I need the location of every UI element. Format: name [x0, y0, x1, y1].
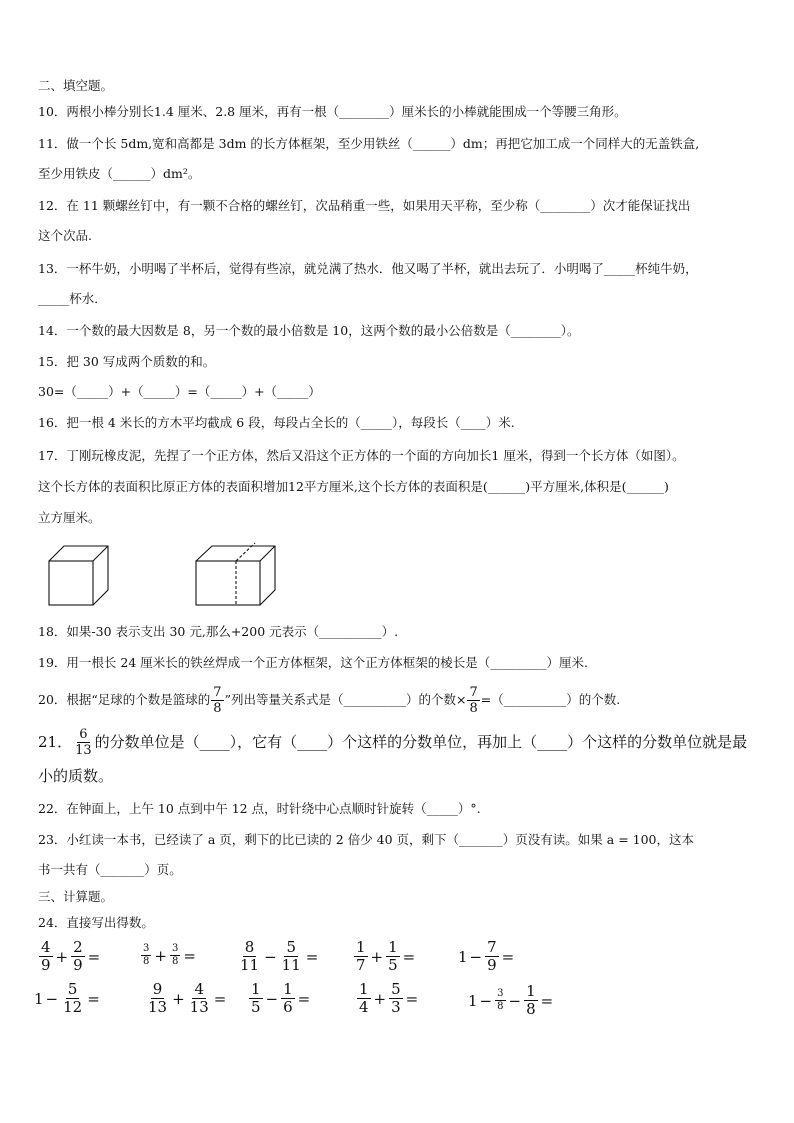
calc-1-b: $\frac{2}{9}$	[73, 938, 83, 974]
calc-8-a: $\frac{1}{5}$	[251, 980, 261, 1016]
question-12-line2: 这个次品.	[38, 228, 92, 243]
question-13-line2: _____杯水．	[38, 291, 107, 306]
q20-fraction-1: $\frac{7}{8}$	[213, 684, 222, 716]
calc-10-b: $\frac{1}{8}$	[526, 982, 536, 1018]
calc-9-b: $\frac{5}{3}$	[391, 980, 401, 1016]
question-17-line3: 立方厘米。	[38, 510, 101, 525]
section-fill-blank: 二、填空题。	[38, 78, 114, 93]
question-11-line1: 11．做一个长 5dm,宽和高都是 3dm 的长方体框架，至少用铁丝（______）dm；再把它加工成一个同样大的无盖铁盒,	[38, 136, 700, 151]
calc-1: $\frac{4}{9}$ + $\frac{2}{9}$ =	[41, 938, 101, 974]
calc-6-b: $\frac{5}{12}$	[63, 980, 83, 1016]
question-22: 22．在钟面上，上午 10 点到中午 12 点，时针绕中心点顺时针旋转（_____）°.	[38, 801, 481, 816]
question-13-line1: 13．一杯牛奶，小明喝了半杯后，觉得有些凉，就兑满了热水．他又喝了半杯，就出去玩了．小明喝了_____杯纯牛奶，	[38, 261, 698, 276]
calc-4: $\frac{1}{7}$ + $\frac{1}{5}$ =	[356, 938, 416, 974]
question-20	[38, 683, 620, 717]
question-10: 10．两根小棒分别长1.4 厘米、2.8 厘米，再有一根（________）厘米长的小棒就能围成一个等腰三角形。	[38, 104, 627, 119]
question-15-line2: 30=（_____）+（_____）=（_____）+（_____）	[38, 384, 321, 399]
q20-part2: ”列出等量关系式是（__________）的个数×	[224, 692, 467, 707]
question-11-line2: 至少用铁皮（______）dm²。	[38, 166, 201, 181]
calc-2: $\frac{3}{8}$ + $\frac{3}{8}$ =	[143, 943, 196, 967]
question-23-line1: 23．小红读一本书，已经读了 a 页，剩下的比已读的 2 倍少 40 页，剩下（_______）页没有读。如果 a = 100，这本	[38, 832, 695, 847]
question-19: 19．用一根长 24 厘米长的铁丝焊成一个正方体框架，这个正方体框架的棱长是（_________）厘米.	[38, 655, 588, 670]
calc-4-b: $\frac{1}{5}$	[388, 938, 398, 974]
calc-10: 1 − $\frac{3}{8}$ − $\frac{1}{8}$ =	[468, 982, 554, 1018]
question-15-line1: 15．把 30 写成两个质数的和。	[38, 354, 216, 369]
calc-3-a: $\frac{8}{11}$	[240, 938, 260, 974]
question-21-line2: 小的质数。	[38, 767, 114, 785]
question-17-line1: 17．丁刚玩橡皮泥，先捏了一个正方体，然后又沿这个正方体的一个面的方向加长1 厘米，得到一个长方体（如图）。	[38, 448, 685, 463]
calc-8: $\frac{1}{5}$ − $\frac{1}{6}$ =	[251, 980, 311, 1016]
calc-10-a: $\frac{3}{8}$	[497, 988, 504, 1012]
question-23-line2: 书一共有（_______）页。	[38, 862, 182, 877]
calc-7: $\frac{9}{13}$ + $\frac{4}{13}$ =	[148, 980, 227, 1016]
calc-3: $\frac{8}{11}$ − $\frac{5}{11}$ =	[240, 938, 319, 974]
question-21-line1	[38, 724, 747, 760]
calc-7-a: $\frac{9}{13}$	[148, 980, 168, 1016]
q21-number: 21．	[38, 733, 73, 751]
question-18: 18．如果-30 表示支出 30 元,那么+200 元表示（__________）.	[38, 624, 399, 639]
question-14: 14．一个数的最大因数是 8，另一个数的最小倍数是 10，这两个数的最小公倍数是（________）。	[38, 323, 580, 338]
calc-6: 1 − $\frac{5}{12}$ =	[34, 980, 100, 1016]
question-24: 24．直接写出得数。	[38, 915, 154, 930]
calc-3-b: $\frac{5}{11}$	[281, 938, 301, 974]
question-17-line2: 这个长方体的表面积比原正方体的表面积增加12平方厘米,这个长方体的表面积是(______)平方厘米,体积是(______)	[38, 479, 669, 494]
calc-9: $\frac{1}{4}$ + $\frac{5}{3}$ =	[359, 980, 419, 1016]
calc-8-b: $\frac{1}{6}$	[283, 980, 293, 1016]
calc-9-a: $\frac{1}{4}$	[359, 980, 369, 1016]
calc-2-a: $\frac{3}{8}$	[143, 943, 150, 967]
q20-part1: 20．根据“足球的个数是篮球的	[38, 692, 211, 707]
question-12-line1: 12．在 11 颗螺丝钉中，有一颗不合格的螺丝钉，次品稍重一些，如果用天平称，至少称（________）次才能保证找出	[38, 198, 691, 213]
question-16: 16．把一根 4 米长的方木平均截成 6 段，每段占全长的（_____），每段长（____）米.	[38, 415, 515, 430]
q20-part3: =（__________）的个数.	[480, 692, 621, 707]
calc-5-b: $\frac{7}{9}$	[487, 938, 497, 974]
section-calc: 三、计算题。	[38, 889, 114, 904]
calc-5: 1 − $\frac{7}{9}$ =	[458, 938, 515, 974]
q21-fraction: $\frac{6}{13}$	[75, 726, 92, 758]
cube-figure	[48, 545, 110, 607]
calc-7-b: $\frac{4}{13}$	[189, 980, 209, 1016]
calc-4-a: $\frac{1}{7}$	[356, 938, 366, 974]
calc-2-b: $\frac{3}{8}$	[171, 943, 179, 967]
calc-1-a: $\frac{4}{9}$	[41, 938, 51, 974]
cuboid-figure	[195, 542, 277, 608]
q20-fraction-2: $\frac{7}{8}$	[469, 684, 478, 716]
q21-part1: 的分数单位是（____），它有（____）个这样的分数单位，再加上（____）个这样的分数单位就是最	[94, 733, 748, 751]
